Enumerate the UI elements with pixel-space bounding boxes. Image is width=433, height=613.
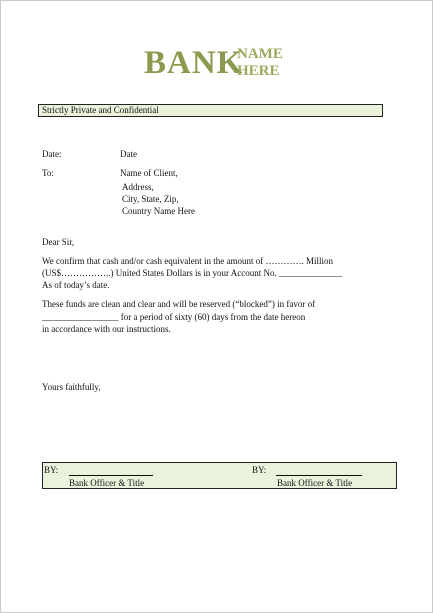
recipient-line: Country Name Here	[122, 206, 195, 216]
confidential-banner: Strictly Private and Confidential	[38, 104, 383, 117]
recipient-line: Name of Client,	[120, 168, 178, 178]
paragraph1-line: As of today’s date.	[42, 280, 110, 290]
logo-here-text: HERE	[237, 63, 280, 79]
to-label: To:	[42, 168, 54, 178]
signature-line-left	[69, 475, 153, 476]
date-label: Date:	[42, 149, 62, 159]
signature-box	[42, 462, 397, 489]
paragraph2-line: These funds are clean and clear and will be reserved (“blocked”) in favor of	[42, 299, 316, 309]
logo-name-text: NAME	[237, 46, 283, 62]
recipient-line: City, State, Zip,	[122, 194, 179, 204]
signature-line-right	[276, 475, 362, 476]
paragraph1-line: (US$……………..) United States Dollars is in your Account No. ______________	[42, 268, 342, 278]
by-label-left: BY:	[44, 465, 59, 475]
date-value: Date	[120, 149, 137, 159]
salutation: Dear Sir,	[42, 237, 75, 247]
officer-label-left: Bank Officer & Title	[69, 478, 145, 488]
paragraph2-line: in accordance with our instructions.	[42, 324, 171, 334]
closing: Yours faithfully,	[42, 382, 101, 392]
paragraph1-line: We confirm that cash and/or cash equivalent in the amount of …………. Million	[42, 256, 333, 266]
paragraph2-line: _________________ for a period of sixty (60) days from the date hereon	[42, 312, 306, 322]
logo-bank-text: BANK	[144, 45, 244, 81]
by-label-right: BY:	[252, 465, 267, 475]
recipient-line: Address,	[122, 182, 154, 192]
officer-label-right: Bank Officer & Title	[277, 478, 353, 488]
